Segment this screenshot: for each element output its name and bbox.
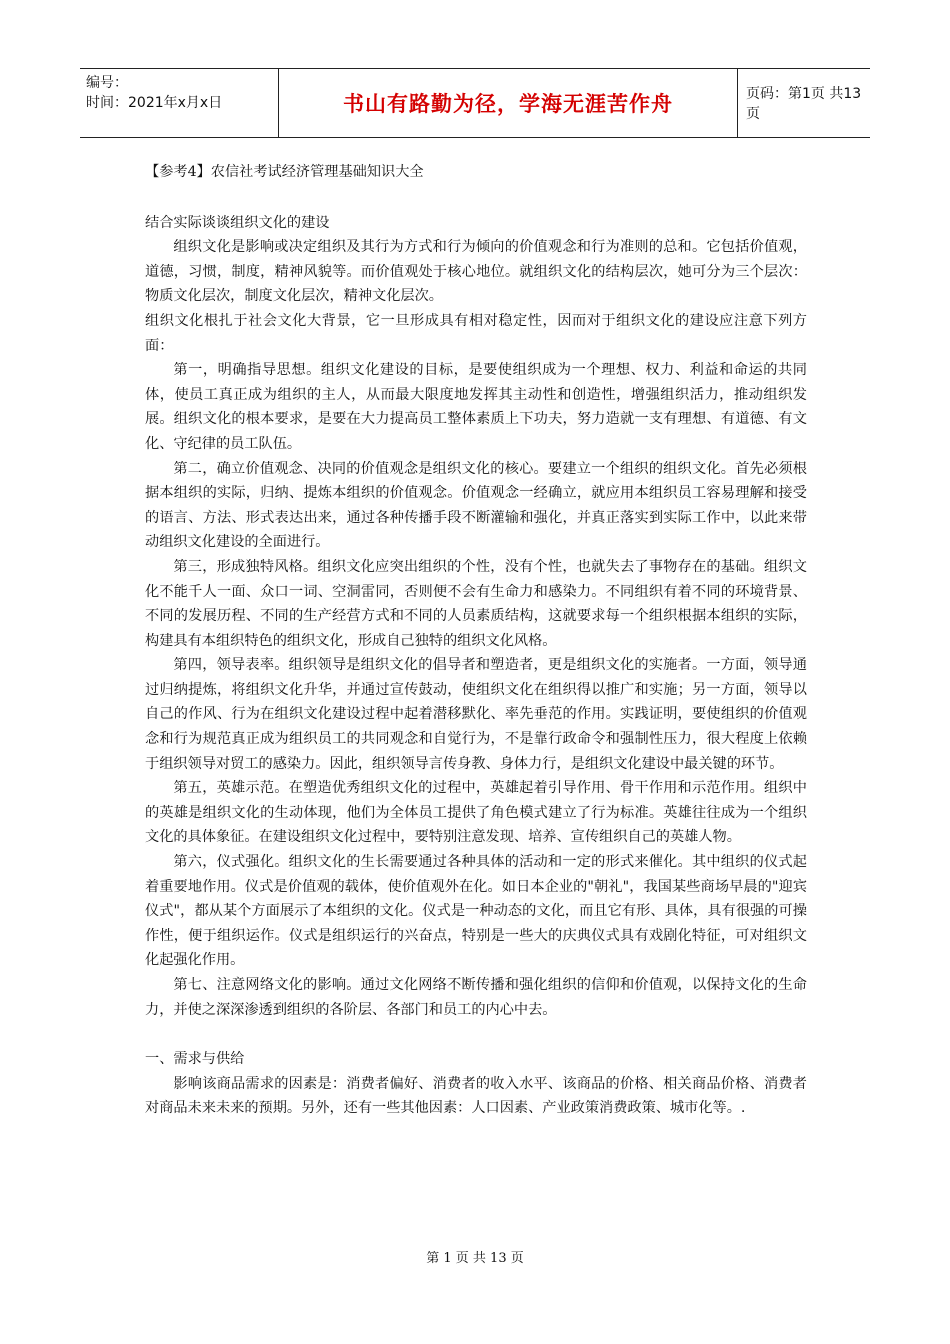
document-body: [145, 160, 807, 1121]
paragraph: 影响该商品需求的因素是：消费者偏好、消费者的收入水平、该商品的价格、相关商品价格、消费者对商品未来未来的预期。另外，还有一些其他因素：人口因素、产业政策消费政策、城市化等。.: [145, 1075, 807, 1117]
header-motto: 书山有路勤为径，学海无涯苦作舟: [343, 92, 673, 116]
paragraph: 组织文化是影响或决定组织及其行为方式和行为倾向的价值观念和行为准则的总和。它包括价值观，道德，习惯，制度，精神风貌等。而价值观处于核心地位。就组织文化的结构层次，她可分为三个层次：物质文化层次，制度文化层次，精神文化层次。: [145, 239, 807, 305]
paragraph: 第二，确立价值观念、决同的价值观念是组织文化的核心。要建立一个组织的组织文化。首先必须根据本组织的实际，归纳、提炼本组织的价值观念。价值观念一经确立，就应用本组织员工容易理解和接受的语言、方法、形式表达出来，通过各种传播手段不断灌输和强化，并真正落实到实际工作中，以此来带动组织文化建设的全面进行。: [145, 460, 807, 551]
header-page-info: 页码：第1页 共13页: [746, 86, 862, 122]
header-meta: [80, 69, 278, 137]
paragraph: 第五，英雄示范。在塑造优秀组织文化的过程中，英雄起着引导作用、骨干作用和示范作用。组织中的英雄是组织文化的生动体现，他们为全体员工提供了角色模式建立了行为标准。英雄往往成为一个组织文化的具体象征。在建设组织文化过程中，要特别注意发现、培养、宣传组织自己的英雄人物。: [145, 780, 807, 846]
header-motto-cell: [278, 69, 738, 137]
paragraph: 第七、注意网络文化的影响。通过文化网络不断传播和强化组织的信仰和价值观，以保持文化的生命力，并使之深深渗透到组织的各阶层、各部门和员工的内心中去。: [145, 977, 807, 1018]
section-heading-org-culture: 结合实际谈谈组织文化的建设: [145, 214, 330, 231]
doc-number-label: 编号：: [86, 75, 128, 91]
paragraph: 第三，形成独特风格。组织文化应突出组织的个性，没有个性，也就失去了事物存在的基础。组织文化不能千人一面、众口一词、空洞雷同，否则便不会有生命力和感染力。不同组织有着不同的环境背景、不同的发展历程、不同的生产经营方式和不同的人员素质结构，这就要求每一个组织根据本组织的实际，构建具有本组织特色的组织文化，形成自己独特的组织文化风格。: [145, 558, 807, 649]
paragraph: 组织文化根扎于社会文化大背景，它一旦形成具有相对稳定性，因而对于组织文化的建设应注意下列方面：: [145, 312, 807, 354]
paragraph: 第四，领导表率。组织领导是组织文化的倡导者和塑造者，更是组织文化的实施者。一方面，领导通过归纳提炼，将组织文化升华，并通过宣传鼓动，使组织文化在组织得以推广和实施；另一方面，领导以自己的作风、行为在组织文化建设过程中起着潜移默化、率先垂范的作用。实践证明，要使组织的价值观念和行为规范真正成为组织员工的共同观念和自觉行为，不是靠行政命令和强制性压力，很大程度上依赖于组织领导对贸工的感染力。因此，组织领导言传身教、身体力行，是组织文化建设中最关键的环节。: [145, 657, 807, 772]
document-title: 【参考4】农信社考试经济管理基础知识大全: [145, 164, 424, 180]
doc-date-label: 时间：2021年x月x日: [86, 95, 223, 111]
page-header: [80, 68, 870, 138]
section-heading-demand-supply: 一、需求与供给: [145, 1051, 245, 1068]
paragraph: 第六，仪式强化。组织文化的生长需要通过各种具体的活动和一定的形式来催化。其中组织的仪式起着重要地作用。仪式是价值观的载体，使价值观外在化。如日本企业的"朝礼"，我国某些商场早晨的"迎宾仪式"，都从某个方面展示了本组织的文化。仪式是一种动态的文化，而且它有形、具体，具有很强的可操作性，便于组织运作。仪式是组织运行的兴奋点，特别是一些大的庆典仪式具有戏剧化特征，可对组织文化起强化作用。: [145, 854, 807, 969]
page-footer: 第 1 页 共 13 页: [426, 1251, 524, 1266]
paragraph: 第一，明确指导思想。组织文化建设的目标，是要使组织成为一个理想、权力、利益和命运的共同体，使员工真正成为组织的主人，从而最大限度地发挥其主动性和创造性，增强组织活力，推动组织发展。组织文化的根本要求，是要在大力提高员工整体素质上下功夫，努力造就一支有理想、有道德、有文化、守纪律的员工队伍。: [145, 362, 807, 452]
